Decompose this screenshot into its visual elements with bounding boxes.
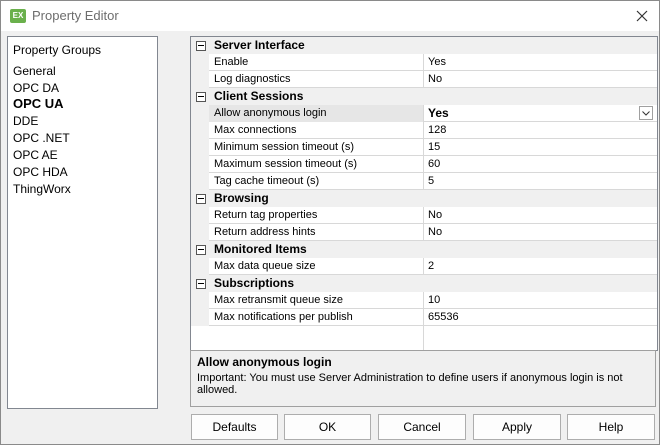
- chevron-down-icon: [642, 111, 650, 116]
- property-row-log-diagnostics[interactable]: [191, 71, 657, 88]
- dropdown-button[interactable]: [639, 106, 653, 120]
- category-monitored-items[interactable]: [191, 241, 657, 258]
- property-value[interactable]: 2: [428, 260, 435, 272]
- group-item-opc-net[interactable]: OPC .NET: [13, 131, 70, 145]
- category-label: Server Interface: [214, 38, 305, 52]
- property-name: Max retransmit queue size: [214, 294, 343, 306]
- property-value[interactable]: 5: [428, 175, 435, 187]
- property-row-minimum-session-timeout[interactable]: [191, 139, 657, 156]
- property-name: Max data queue size: [214, 260, 316, 272]
- close-button[interactable]: [625, 1, 659, 31]
- property-row-return-tag-properties[interactable]: [191, 207, 657, 224]
- property-name: Maximum session timeout (s): [214, 158, 358, 170]
- property-name: Enable: [214, 56, 249, 68]
- category-subscriptions[interactable]: [191, 275, 657, 292]
- property-name: Log diagnostics: [214, 73, 291, 85]
- property-value[interactable]: 65536: [428, 311, 459, 323]
- property-row-return-address-hints[interactable]: [191, 224, 657, 241]
- ok-button[interactable]: OK: [284, 414, 371, 440]
- title-bar: [1, 1, 659, 31]
- group-item-opc-hda[interactable]: OPC HDA: [13, 165, 68, 179]
- property-name: Max connections: [214, 124, 297, 136]
- description-title: Allow anonymous login: [197, 355, 332, 369]
- group-item-opc-da[interactable]: OPC DA: [13, 81, 60, 95]
- property-grid: [190, 36, 658, 351]
- property-name: Return tag properties: [214, 209, 318, 221]
- description-text: Important: You must use Server Administration to define users if anonymous login is not allowed.: [197, 372, 623, 396]
- property-value[interactable]: Yes: [428, 106, 449, 120]
- close-icon: [636, 10, 648, 22]
- category-label: Subscriptions: [214, 276, 295, 290]
- group-item-opc-ua[interactable]: OPC UA: [13, 96, 64, 111]
- group-item-thingworx[interactable]: ThingWorx: [13, 182, 71, 196]
- property-row-tag-cache-timeout[interactable]: [191, 173, 657, 190]
- group-item-general[interactable]: General: [13, 64, 56, 78]
- property-row-maximum-session-timeout[interactable]: [191, 156, 657, 173]
- cancel-button[interactable]: Cancel: [378, 414, 466, 440]
- category-server-interface[interactable]: [191, 37, 657, 54]
- property-value[interactable]: No: [428, 73, 443, 85]
- category-label: Browsing: [214, 191, 269, 205]
- property-value[interactable]: 60: [428, 158, 441, 170]
- property-value[interactable]: Yes: [428, 56, 446, 68]
- property-name: Tag cache timeout (s): [214, 175, 320, 187]
- property-name: Allow anonymous login: [214, 107, 327, 119]
- collapse-minus-icon[interactable]: [196, 92, 206, 102]
- grid-empty-area: [423, 326, 424, 350]
- collapse-minus-icon[interactable]: [196, 245, 206, 255]
- property-row-max-notifications-per-publish[interactable]: [191, 309, 657, 326]
- help-button[interactable]: Help: [567, 414, 655, 440]
- apply-button[interactable]: Apply: [473, 414, 561, 440]
- property-name: Max notifications per publish: [214, 311, 353, 323]
- property-value[interactable]: 15: [428, 141, 441, 153]
- property-value[interactable]: 10: [428, 294, 441, 306]
- property-value[interactable]: No: [428, 226, 443, 238]
- property-row-enable[interactable]: [191, 54, 657, 71]
- group-item-dde[interactable]: DDE: [13, 114, 39, 128]
- defaults-button[interactable]: Defaults: [191, 414, 278, 440]
- collapse-minus-icon[interactable]: [196, 41, 206, 51]
- category-browsing[interactable]: [191, 190, 657, 207]
- window-title: Property Editor: [32, 8, 119, 23]
- property-groups-title: Property Groups: [13, 43, 102, 57]
- property-name: Minimum session timeout (s): [214, 141, 354, 153]
- collapse-minus-icon[interactable]: [196, 279, 206, 289]
- app-logo-icon: EX: [10, 9, 26, 23]
- property-name: Return address hints: [214, 226, 316, 238]
- category-label: Client Sessions: [214, 89, 304, 103]
- property-row-allow-anonymous-login[interactable]: [191, 105, 657, 122]
- description-panel: [190, 350, 656, 407]
- property-row-max-data-queue-size[interactable]: [191, 258, 657, 275]
- property-value[interactable]: No: [428, 209, 443, 221]
- property-row-max-connections[interactable]: [191, 122, 657, 139]
- collapse-minus-icon[interactable]: [196, 194, 206, 204]
- property-value[interactable]: 128: [428, 124, 447, 136]
- group-item-opc-ae[interactable]: OPC AE: [13, 148, 58, 162]
- property-groups-list: [7, 36, 158, 409]
- property-row-max-retransmit-queue-size[interactable]: [191, 292, 657, 309]
- category-client-sessions[interactable]: [191, 88, 657, 105]
- category-label: Monitored Items: [214, 242, 307, 256]
